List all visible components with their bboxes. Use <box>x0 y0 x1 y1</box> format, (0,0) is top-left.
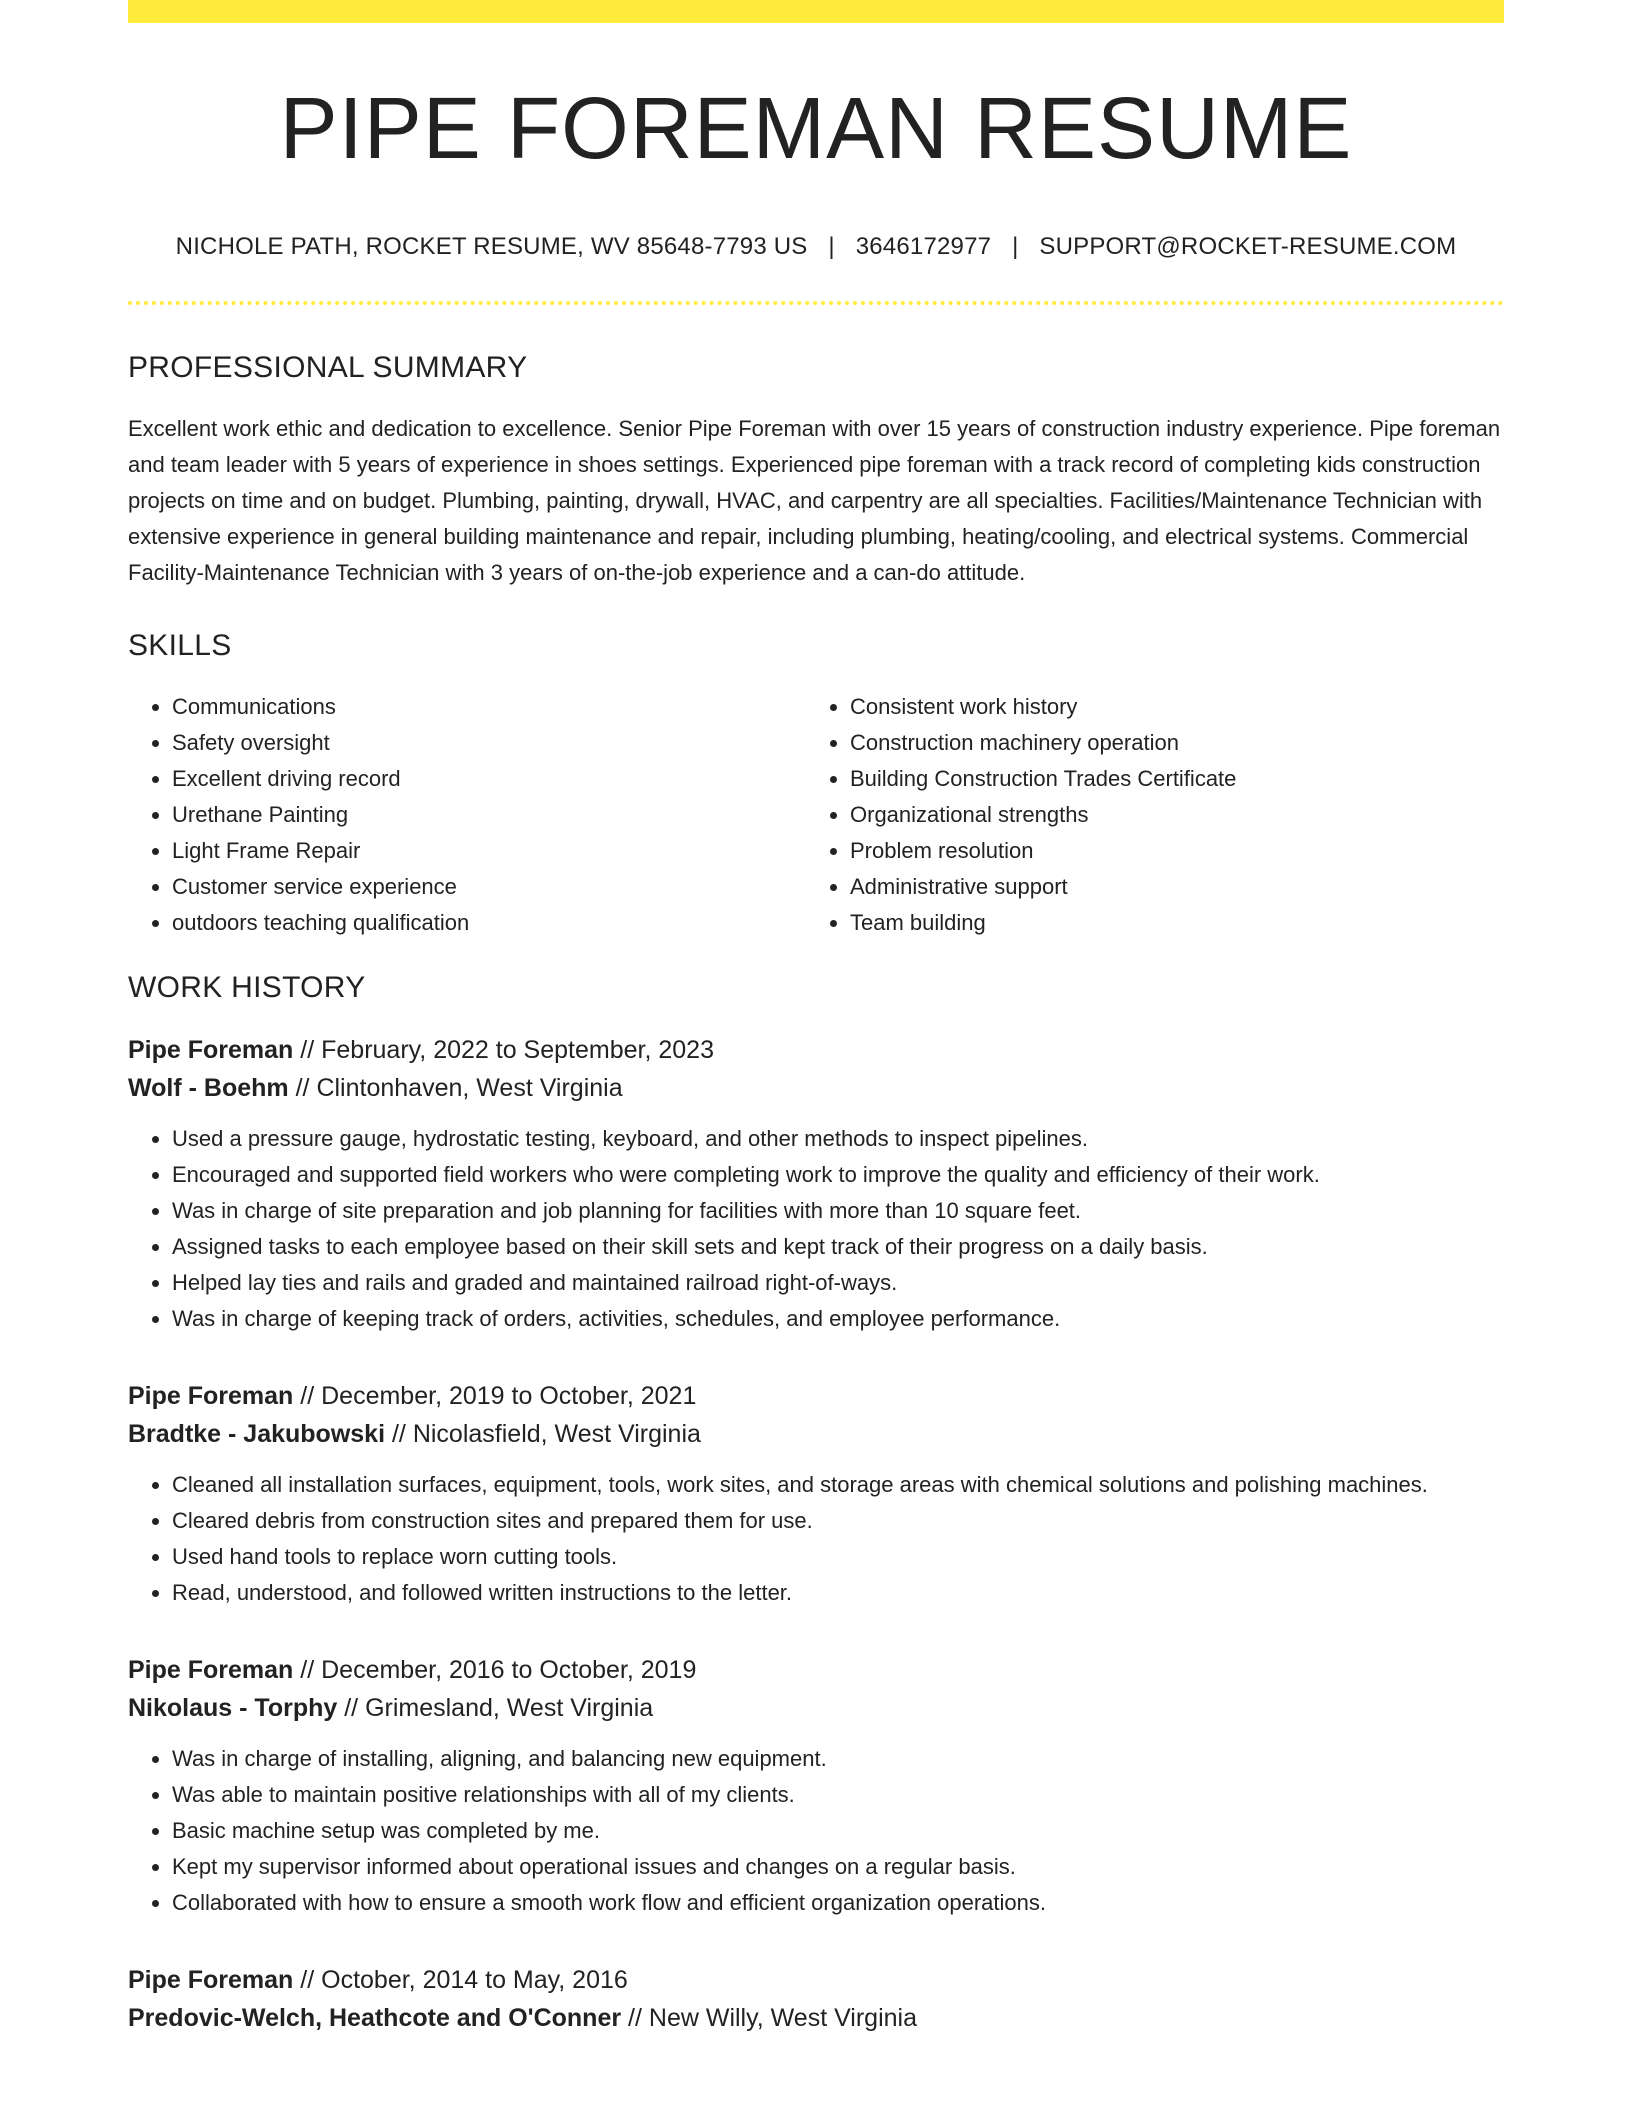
job-location: New Willy, West Virginia <box>648 2003 918 2032</box>
skills-list <box>128 689 1504 941</box>
job-dates: December, 2019 to October, 2021 <box>321 1381 697 1410</box>
contact-phone: 3646172977 <box>855 232 992 260</box>
skill-item: • Organizational strengths <box>850 797 1484 833</box>
job-bullet: • Read, understood, and followed written instructions to the letter. <box>172 1575 1504 1611</box>
skills-column-right <box>806 689 1484 941</box>
work-history-heading: WORK HISTORY <box>128 970 366 1004</box>
job-bullet: • Was in charge of installing, aligning, and balancing new equipment. <box>172 1741 1504 1777</box>
skill-item: • Construction machinery operation <box>850 725 1484 761</box>
job-company: Bradtke - Jakubowski <box>128 1419 386 1448</box>
job-title-line <box>128 1031 1504 1069</box>
job-bullet: • Was in charge of site preparation and job planning for facilities with more than 10 square feet. <box>172 1193 1504 1229</box>
job-bullet: • Cleared debris from construction sites and prepared them for use. <box>172 1503 1504 1539</box>
skill-item: • Light Frame Repair <box>172 833 806 869</box>
job-location: Grimesland, West Virginia <box>365 1693 654 1722</box>
skill-item: • Consistent work history <box>850 689 1484 725</box>
job-company: Wolf - Boehm <box>128 1073 289 1102</box>
job-title-line <box>128 1377 1504 1415</box>
summary-heading: PROFESSIONAL SUMMARY <box>128 350 528 384</box>
job-company-line <box>128 1415 1504 1453</box>
job-dates: December, 2016 to October, 2019 <box>321 1655 697 1684</box>
job-entry <box>128 1961 1504 2037</box>
job-location: Clintonhaven, West Virginia <box>316 1073 623 1102</box>
job-title: Pipe Foreman <box>128 1655 294 1684</box>
job-location: Nicolasfield, West Virginia <box>412 1419 701 1448</box>
job-company-line <box>128 1999 1504 2037</box>
contact-separator: | <box>828 232 835 260</box>
dotted-divider <box>128 301 1504 305</box>
job-dates: February, 2022 to September, 2023 <box>321 1035 714 1064</box>
job-bullet: • Was able to maintain positive relationships with all of my clients. <box>172 1777 1504 1813</box>
skill-item: • Customer service experience <box>172 869 806 905</box>
skill-item: • Team building <box>850 905 1484 941</box>
job-bullet: • Was in charge of keeping track of orders, activities, schedules, and employee performance. <box>172 1301 1504 1337</box>
skill-item: • Communications <box>172 689 806 725</box>
skill-item: • Problem resolution <box>850 833 1484 869</box>
skill-item: • Safety oversight <box>172 725 806 761</box>
job-entry <box>128 1031 1504 1337</box>
job-title: Pipe Foreman <box>128 1965 294 1994</box>
job-company: Predovic-Welch, Heathcote and O'Conner <box>128 2003 622 2032</box>
job-bullets <box>128 1121 1504 1337</box>
job-separator: // <box>621 2003 649 2032</box>
job-bullet: • Used a pressure gauge, hydrostatic testing, keyboard, and other methods to inspect pipelines. <box>172 1121 1504 1157</box>
contact-address: NICHOLE PATH, ROCKET RESUME, WV 85648-7793 US <box>175 232 808 260</box>
job-bullet: • Kept my supervisor informed about operational issues and changes on a regular basis. <box>172 1849 1504 1885</box>
job-bullet: • Basic machine setup was completed by me. <box>172 1813 1504 1849</box>
job-company-line <box>128 1689 1504 1727</box>
skills-heading: SKILLS <box>128 628 232 662</box>
job-separator: // <box>293 1381 322 1410</box>
job-bullet: • Encouraged and supported field workers who were completing work to improve the quality and efficiency of their work. <box>172 1157 1504 1193</box>
job-bullets <box>128 1741 1504 1921</box>
summary-text: Excellent work ethic and dedication to excellence. Senior Pipe Foreman with over 15 years of construction industry experience. Pipe foreman and team leader with 5 years of experience in shoes settings. Experienced pipe foreman with a track record of completing kids construction projects on time and on budget. Plumbing, painting, drywall, HVAC, and carpentry are all specialties. Facilities/Maintenance Technician with extensive experience in general building maintenance and repair, including plumbing, heating/cooling, and electrical systems. Commercial Facility-Maintenance Technician with 3 years of on-the-job experience and a can-do attitude. <box>128 415 1501 585</box>
skill-item: • Urethane Painting <box>172 797 806 833</box>
work-history-list <box>128 1031 1504 2037</box>
job-separator: // <box>337 1693 366 1722</box>
skills-column-left <box>128 689 806 941</box>
job-title-line <box>128 1961 1504 1999</box>
skill-item: • Building Construction Trades Certificate <box>850 761 1484 797</box>
job-title: Pipe Foreman <box>128 1035 294 1064</box>
job-dates: October, 2014 to May, 2016 <box>321 1965 628 1994</box>
job-separator: // <box>385 1419 413 1448</box>
job-separator: // <box>288 1073 317 1102</box>
contact-line <box>128 233 1504 261</box>
contact-email: SUPPORT@ROCKET-RESUME.COM <box>1039 232 1457 260</box>
job-company-line <box>128 1069 1504 1107</box>
job-separator: // <box>293 1965 322 1994</box>
contact-separator: | <box>1012 232 1019 260</box>
job-title: Pipe Foreman <box>128 1381 294 1410</box>
top-accent-bar <box>128 0 1504 23</box>
job-company: Nikolaus - Torphy <box>128 1693 338 1722</box>
job-entry <box>128 1651 1504 1921</box>
job-separator: // <box>293 1655 322 1684</box>
job-bullet: • Helped lay ties and rails and graded and maintained railroad right-of-ways. <box>172 1265 1504 1301</box>
job-title-line <box>128 1651 1504 1689</box>
resume-page <box>128 0 1504 2037</box>
job-bullets <box>128 1467 1504 1611</box>
job-entry <box>128 1377 1504 1611</box>
skill-item: • outdoors teaching qualification <box>172 905 806 941</box>
skill-item: • Administrative support <box>850 869 1484 905</box>
job-bullet: • Used hand tools to replace worn cutting tools. <box>172 1539 1504 1575</box>
page-title: PIPE FOREMAN RESUME <box>279 80 1353 177</box>
job-bullet: • Cleaned all installation surfaces, equipment, tools, work sites, and storage areas with chemical solutions and polishing machines. <box>172 1467 1504 1503</box>
job-bullet: • Assigned tasks to each employee based on their skill sets and kept track of their progress on a daily basis. <box>172 1229 1504 1265</box>
skill-item: • Excellent driving record <box>172 761 806 797</box>
job-separator: // <box>293 1035 322 1064</box>
job-bullet: • Collaborated with how to ensure a smooth work flow and efficient organization operations. <box>172 1885 1504 1921</box>
